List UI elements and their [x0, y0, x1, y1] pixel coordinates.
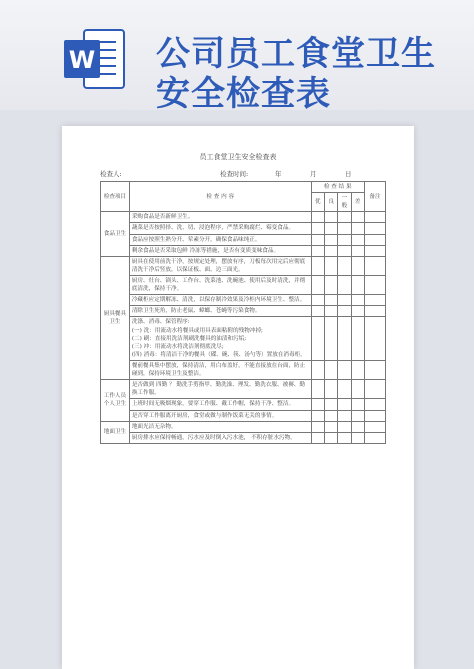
table-row — [101, 234, 386, 245]
table-row — [101, 245, 386, 256]
result-fair-cell[interactable] — [324, 223, 337, 234]
result-fair-cell[interactable] — [324, 256, 337, 275]
table-row — [101, 399, 386, 410]
result-average-cell[interactable] — [338, 212, 351, 223]
result-fair-cell[interactable] — [324, 317, 337, 361]
result-fair-cell[interactable] — [324, 212, 337, 223]
content-cell: 清除卫生死角，防止老鼠、蟑螂、苍蝇等污染食物。 — [129, 306, 311, 317]
result-good-cell[interactable] — [311, 234, 324, 245]
header-fair: 良 — [324, 193, 337, 212]
result-average-cell[interactable] — [338, 399, 351, 410]
result-good-cell[interactable] — [311, 380, 324, 399]
result-fair-cell[interactable] — [324, 380, 337, 399]
table-header-row — [101, 182, 386, 193]
table-row — [101, 380, 386, 399]
year-label: 年 — [275, 170, 282, 178]
result-good-cell[interactable] — [311, 275, 324, 294]
note-cell[interactable] — [364, 306, 385, 317]
header-note: 备注 — [364, 182, 385, 212]
inspection-table — [100, 181, 386, 444]
content-cell: 采购食品是否新鲜卫生。 — [129, 212, 311, 223]
result-poor-cell[interactable] — [351, 256, 364, 275]
result-average-cell[interactable] — [338, 256, 351, 275]
banner-title-line2: 安全检查表 — [156, 74, 331, 114]
header-good: 优 — [311, 193, 324, 212]
banner-title-line1: 公司员工食堂卫生 — [156, 34, 436, 74]
document-title: 员工食堂卫生安全检查表 — [199, 153, 277, 161]
result-fair-cell[interactable] — [324, 421, 337, 432]
content-cell: 厨房、灶台、锅头、工作台、洗菜池、洗碗池、使用后及时清洗，并彻底清洗，保持干净。 — [129, 275, 311, 294]
table-row — [101, 432, 386, 443]
result-fair-cell[interactable] — [324, 306, 337, 317]
result-good-cell[interactable] — [311, 223, 324, 234]
table-row — [101, 421, 386, 432]
result-good-cell[interactable] — [311, 360, 324, 379]
table-row — [101, 275, 386, 294]
content-cell: 厨房排水应保持畅通，污水应及时倒入污水池， 不积存脏水污物。 — [129, 432, 311, 443]
note-cell[interactable] — [364, 256, 385, 275]
result-good-cell[interactable] — [311, 245, 324, 256]
note-cell[interactable] — [364, 421, 385, 432]
table-row — [101, 295, 386, 306]
table-row — [101, 317, 386, 361]
result-average-cell[interactable] — [338, 245, 351, 256]
inspection-time-label: 检查时间: — [220, 170, 249, 178]
content-cell: 是否穿工作服离开厨房，食堂或做与制作饭菜无关的事情。 — [129, 410, 311, 421]
result-poor-cell[interactable] — [351, 295, 364, 306]
result-average-cell[interactable] — [338, 275, 351, 294]
table-row — [101, 306, 386, 317]
content-cell: 厨具在使用前洗干净，按规定处理，摆放有序，刀板每次用完后应彻底清洗干净后竖放，以保证板、面、边三面光。 — [129, 256, 311, 275]
result-good-cell[interactable] — [311, 306, 324, 317]
header-result: 检 查 结 果 — [311, 182, 364, 193]
result-good-cell[interactable] — [311, 256, 324, 275]
result-poor-cell[interactable] — [351, 245, 364, 256]
content-cell: 蔬菜是否按照择、洗、切、浸泡程序，严禁采购腐烂、霉变食品。 — [129, 223, 311, 234]
note-cell[interactable] — [364, 380, 385, 399]
header-average: 一般 — [338, 193, 351, 212]
result-good-cell[interactable] — [311, 399, 324, 410]
svg-text:W: W — [68, 46, 96, 74]
table-row — [101, 212, 386, 223]
note-cell[interactable] — [364, 245, 385, 256]
category-cell: 地面卫生 — [101, 421, 130, 443]
result-poor-cell[interactable] — [351, 360, 364, 379]
result-poor-cell[interactable] — [351, 234, 364, 245]
result-fair-cell[interactable] — [324, 234, 337, 245]
result-poor-cell[interactable] — [351, 275, 364, 294]
content-cell: 上班时间无吸烟现象，要穿工作服、戴工作帽，保持干净、整洁。 — [129, 399, 311, 410]
result-good-cell[interactable] — [311, 432, 324, 443]
result-average-cell[interactable] — [338, 360, 351, 379]
note-cell[interactable] — [364, 212, 385, 223]
table-row — [101, 360, 386, 379]
note-cell[interactable] — [364, 432, 385, 443]
table-body — [101, 212, 386, 444]
header-banner — [0, 0, 474, 114]
result-fair-cell[interactable] — [324, 410, 337, 421]
content-cell: 冷藏柜应定期解冻、清洗，以保存制冷效果及冷柜内环境卫生、整洁。 — [129, 295, 311, 306]
category-cell: 工作人员个人卫生 — [101, 380, 130, 421]
table-row — [101, 223, 386, 234]
result-good-cell[interactable] — [311, 317, 324, 361]
inspector-row — [100, 169, 386, 181]
result-fair-cell[interactable] — [324, 399, 337, 410]
note-cell[interactable] — [364, 295, 385, 306]
result-poor-cell[interactable] — [351, 399, 364, 410]
result-average-cell[interactable] — [338, 380, 351, 399]
header-poor: 差 — [351, 193, 364, 212]
result-poor-cell[interactable] — [351, 317, 364, 361]
content-cell: 餐前餐具集中摆放，保持清洁，用白布盖好，不能直接放在台面，防止碰到，保持环境卫生及整洁。 — [129, 360, 311, 379]
result-average-cell[interactable] — [338, 410, 351, 421]
content-cell: 是否做到 四勤 ？ 勤洗手剪指甲、勤洗澡、理发、勤洗衣服、被褥、勤换工作服。 — [129, 380, 311, 399]
note-cell[interactable] — [364, 360, 385, 379]
note-cell[interactable] — [364, 317, 385, 361]
content-cell: 食品应按照生熟分开、荤素分开，确保食品味纯正。 — [129, 234, 311, 245]
result-good-cell[interactable] — [311, 212, 324, 223]
result-fair-cell[interactable] — [324, 432, 337, 443]
table-row — [101, 410, 386, 421]
category-cell: 厨具餐具卫生 — [101, 256, 130, 379]
result-fair-cell[interactable] — [324, 275, 337, 294]
month-label: 月 — [310, 170, 317, 178]
result-good-cell[interactable] — [311, 421, 324, 432]
content-cell: 剩余食品是否采取包鲜 冷冻等措施，是否有变质变味食品。 — [129, 245, 311, 256]
result-fair-cell[interactable] — [324, 360, 337, 379]
result-poor-cell[interactable] — [351, 432, 364, 443]
word-document-icon — [62, 28, 128, 90]
result-average-cell[interactable] — [338, 223, 351, 234]
result-poor-cell[interactable] — [351, 223, 364, 234]
note-cell[interactable] — [364, 410, 385, 421]
result-poor-cell[interactable] — [351, 410, 364, 421]
result-average-cell[interactable] — [338, 295, 351, 306]
note-cell[interactable] — [364, 275, 385, 294]
day-label: 日 — [345, 170, 352, 178]
document-page — [62, 126, 414, 669]
result-good-cell[interactable] — [311, 410, 324, 421]
note-cell[interactable] — [364, 223, 385, 234]
result-poor-cell[interactable] — [351, 380, 364, 399]
result-poor-cell[interactable] — [351, 212, 364, 223]
header-item: 检查项目 — [101, 182, 130, 212]
result-average-cell[interactable] — [338, 306, 351, 317]
result-fair-cell[interactable] — [324, 245, 337, 256]
note-cell[interactable] — [364, 399, 385, 410]
category-cell: 食品卫生 — [101, 212, 130, 256]
content-cell: 地面光洁无杂物。 — [129, 421, 311, 432]
note-cell[interactable] — [364, 234, 385, 245]
table-row — [101, 256, 386, 275]
result-average-cell[interactable] — [338, 421, 351, 432]
result-average-cell[interactable] — [338, 317, 351, 361]
content-cell: 洗涤、消毒、保管程序: (一) 洗：用流动水将餐具或用具表面粘附的残物冲掉; (二) 刷：直接用洗洁剂刷洗餐具的油渍和污垢; (三) 冲：用流动水将洗洁剂彻底洗尽; (四) 消毒：将清洁干净的餐具（碟、碗、筷、汤勺等）置放在消毒柜。 — [129, 317, 311, 361]
result-poor-cell[interactable] — [351, 306, 364, 317]
inspector-label: 检查人: — [100, 170, 122, 178]
result-poor-cell[interactable] — [351, 421, 364, 432]
result-average-cell[interactable] — [338, 234, 351, 245]
result-fair-cell[interactable] — [324, 295, 337, 306]
result-good-cell[interactable] — [311, 295, 324, 306]
header-content: 检 查 内 容 — [129, 182, 311, 212]
result-average-cell[interactable] — [338, 432, 351, 443]
